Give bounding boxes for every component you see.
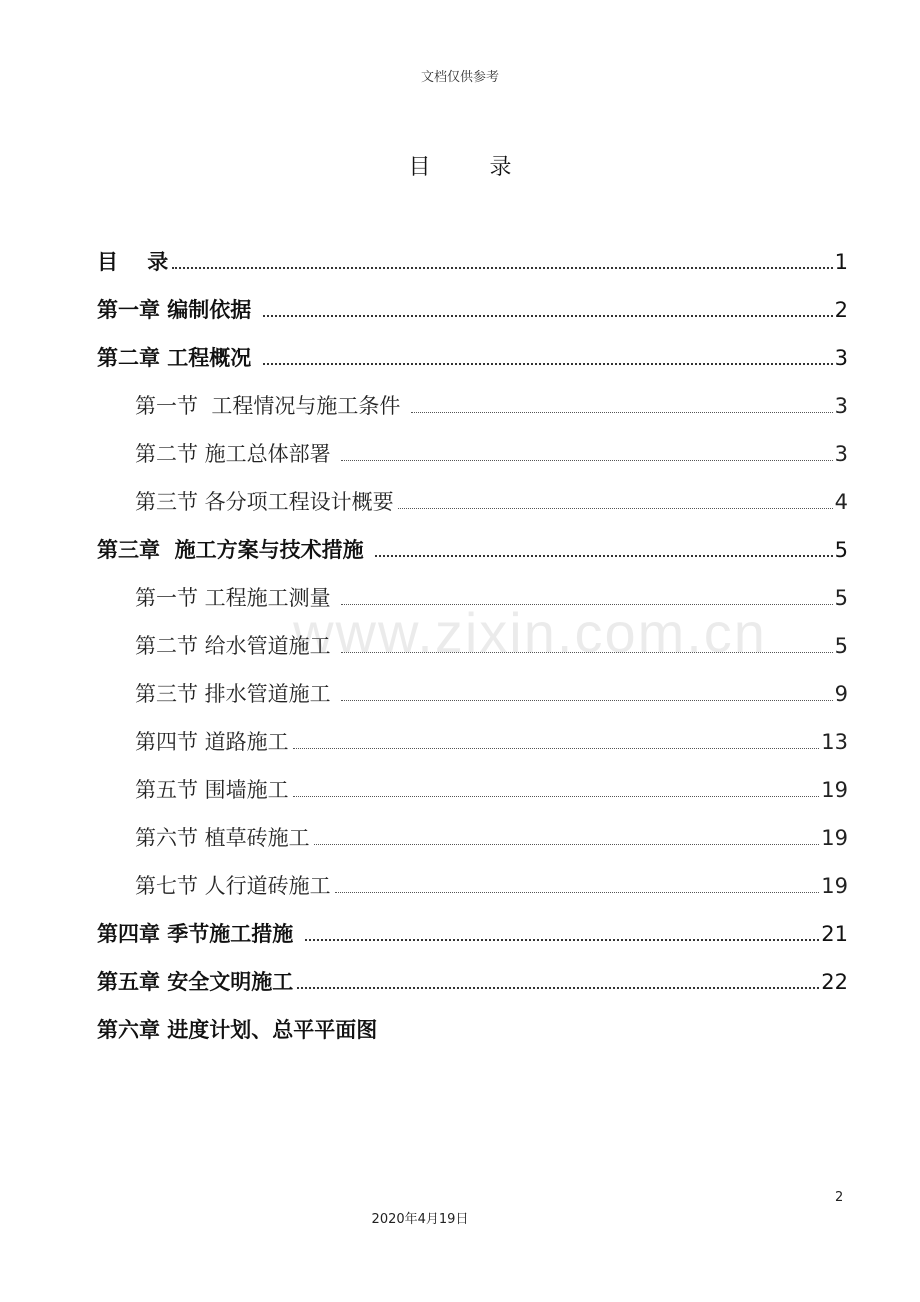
toc-chapter-row[interactable] bbox=[97, 534, 848, 564]
toc-entry-label: 第五章 安全文明施工 bbox=[97, 970, 294, 994]
toc-entry-label: 第四章 季节施工措施 bbox=[97, 922, 301, 946]
toc-section-row[interactable] bbox=[135, 774, 848, 804]
toc-chapter-row[interactable] bbox=[97, 342, 848, 372]
toc-dot-leader bbox=[411, 412, 833, 413]
toc-entry-label: 第二节 给水管道施工 bbox=[135, 634, 338, 658]
toc-dot-leader bbox=[263, 363, 833, 365]
toc-entry-label: 第七节 人行道砖施工 bbox=[135, 874, 331, 898]
toc-dot-leader bbox=[375, 555, 833, 557]
toc-dot-leader bbox=[335, 892, 820, 893]
toc-entry-label: 第三节 排水管道施工 bbox=[135, 682, 338, 706]
toc-section-row[interactable] bbox=[135, 390, 848, 420]
toc-page-number: 21 bbox=[821, 922, 848, 946]
toc-dot-leader bbox=[293, 748, 820, 749]
toc-section-row[interactable] bbox=[135, 678, 848, 708]
toc-dot-leader bbox=[293, 796, 820, 797]
toc-section-row[interactable] bbox=[135, 630, 848, 660]
footer-date: 2020年4月19日 bbox=[371, 1212, 469, 1227]
toc-page-number: 3 bbox=[834, 442, 848, 466]
toc-entry-label: 第二节 施工总体部署 bbox=[135, 442, 338, 466]
toc-page-number: 5 bbox=[834, 586, 848, 610]
toc-dot-leader bbox=[341, 652, 832, 653]
toc-page-number: 5 bbox=[834, 634, 848, 658]
toc-page-number: 5 bbox=[834, 538, 848, 562]
toc-dot-leader bbox=[263, 315, 833, 317]
toc-dot-leader bbox=[297, 987, 819, 989]
toc-section-row[interactable] bbox=[135, 870, 848, 900]
toc-entry-label: 第四节 道路施工 bbox=[135, 730, 289, 754]
toc-chapter-row[interactable] bbox=[97, 294, 848, 324]
toc-entry-label: 第一节 工程施工测量 bbox=[135, 586, 338, 610]
toc-section-row[interactable] bbox=[135, 486, 848, 516]
toc-page-number: 1 bbox=[834, 250, 848, 274]
toc-entry-label: 第二章 工程概况 bbox=[97, 346, 259, 370]
toc-page-number: 22 bbox=[821, 970, 848, 994]
toc-entry-label: 目 录 bbox=[97, 250, 169, 274]
toc-dot-leader bbox=[341, 460, 832, 461]
watermark: www.zixin.com.cn bbox=[293, 601, 767, 664]
toc-page-number: 19 bbox=[821, 826, 848, 850]
toc-title: 目 录 bbox=[408, 155, 538, 180]
toc-page-number: 9 bbox=[834, 682, 848, 706]
toc-chapter-row[interactable] bbox=[97, 246, 848, 276]
toc-page-number: 4 bbox=[834, 490, 848, 514]
toc-page-number: 19 bbox=[821, 778, 848, 802]
page-number: 2 bbox=[835, 1190, 844, 1205]
toc-section-row[interactable] bbox=[135, 822, 848, 852]
toc-entry-label: 第五节 围墙施工 bbox=[135, 778, 289, 802]
toc-page-number: 13 bbox=[821, 730, 848, 754]
toc-chapter-row[interactable] bbox=[97, 1014, 848, 1044]
toc-dot-leader bbox=[341, 700, 832, 701]
toc-entry-label: 第六节 植草砖施工 bbox=[135, 826, 310, 850]
toc-dot-leader bbox=[305, 939, 820, 941]
toc-section-row[interactable] bbox=[135, 582, 848, 612]
toc-section-row[interactable] bbox=[135, 726, 848, 756]
toc-page-number: 2 bbox=[834, 298, 848, 322]
toc-dot-leader bbox=[341, 604, 832, 605]
toc-chapter-row[interactable] bbox=[97, 918, 848, 948]
toc-chapter-row[interactable] bbox=[97, 966, 848, 996]
toc-page-number: 19 bbox=[821, 874, 848, 898]
toc-dot-leader bbox=[398, 508, 833, 509]
toc-page-number: 3 bbox=[834, 394, 848, 418]
document-header: 文档仅供参考 bbox=[420, 70, 499, 85]
toc-entry-label: 第一章 编制依据 bbox=[97, 298, 259, 322]
toc-dot-leader bbox=[172, 267, 832, 269]
toc-page-number: 3 bbox=[834, 346, 848, 370]
toc-section-row[interactable] bbox=[135, 438, 848, 468]
toc-dot-leader bbox=[314, 844, 820, 845]
toc-entry-label: 第六章 进度计划、总平平面图 bbox=[97, 1018, 378, 1042]
toc-entry-label: 第一节 工程情况与施工条件 bbox=[135, 394, 408, 418]
toc-entry-label: 第三章 施工方案与技术措施 bbox=[97, 538, 371, 562]
toc-entry-label: 第三节 各分项工程设计概要 bbox=[135, 490, 394, 514]
